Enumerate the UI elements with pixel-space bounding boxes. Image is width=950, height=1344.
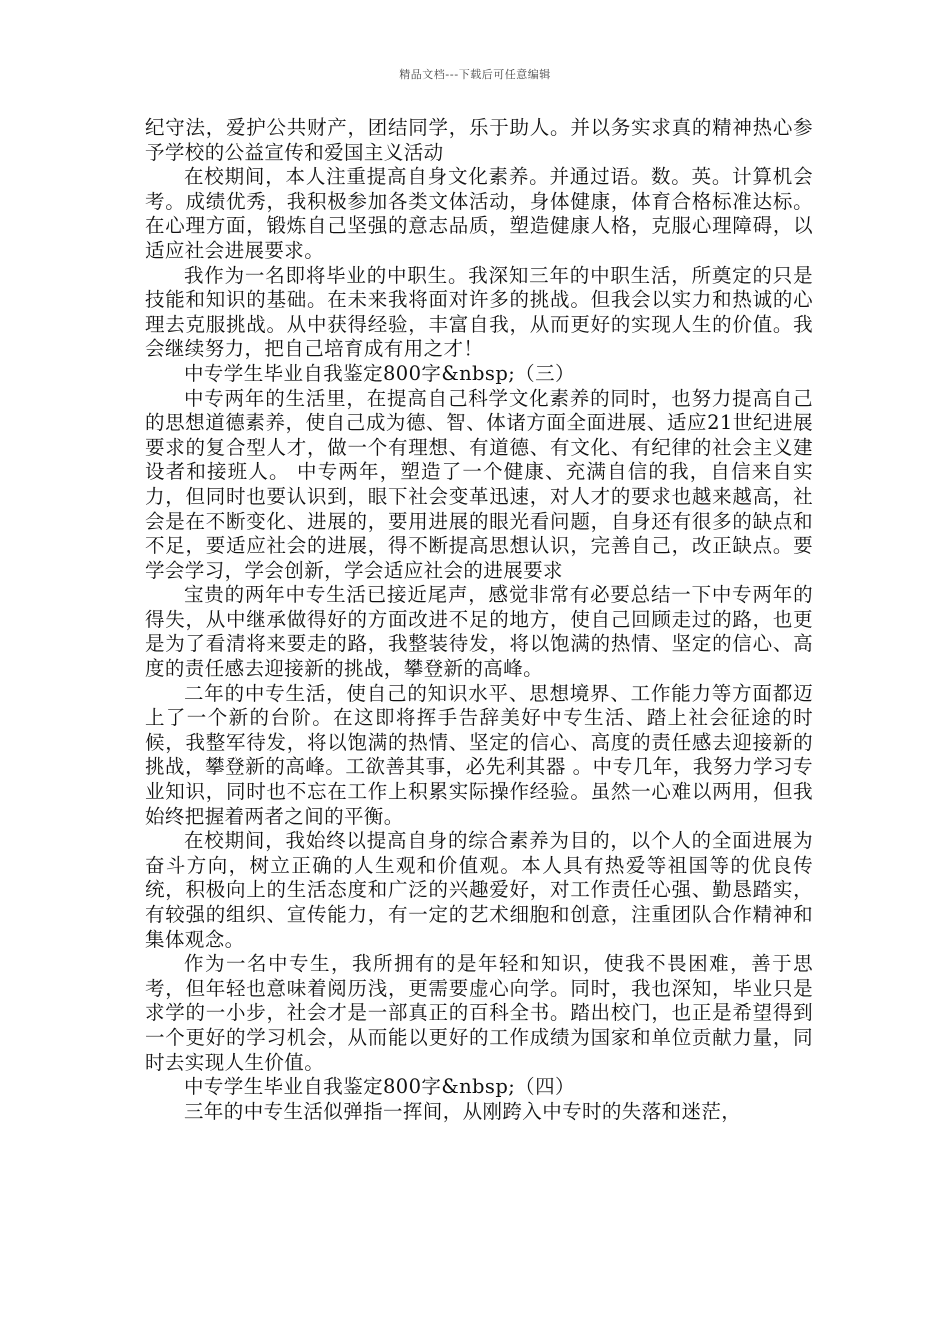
paragraph-school-life: 在校期间，我始终以提高自身的综合素养为目的，以个人的全面进展为奋斗方向，树立正确的人生观和价值观。本人具有热爱等祖国等的优良传统，积极向上的生活态度和广泛的兴趣爱好，对工作责任心强、勤恳踏实，有较强的组织、宣传能力，有一定的艺术细胞和创意，注重团队合作精神和集体观念。 [145, 829, 813, 951]
paragraph-study-period: 在校期间，本人注重提高自身文化素养。并通过语。数。英。计算机会考。成绩优秀，我积极参加各类文体活动，身体健康，体育合格标准达标。在心理方面，锻炼自己坚强的意志品质，塑造健康人格，克服心理障碍，以适应社会进展要求。 [145, 165, 813, 262]
paragraph-youth: 作为一名中专生，我所拥有的是年轻和知识，使我不畏困难，善于思考，但年轻也意味着阅历浅，更需要虚心向学。同时，我也深知，毕业只是求学的一小步，社会才是一部真正的百科全书。踏出校门，也正是希望得到一个更好的学习机会，从而能以更好的工作成绩为国家和单位贡献力量，同时去实现人生价值。 [145, 952, 813, 1074]
paragraph-summary: 宝贵的两年中专生活已接近尾声，感觉非常有必要总结一下中专两年的得失，从中继承做得好的方面改进不足的地方，使自己回顾走过的路，也更是为了看清将来要走的路，我整装待发，将以饱满的热情、坚定的信心、高度的责任感去迎接新的挑战，攀登新的高峰。 [145, 583, 813, 681]
section-heading-four: 中专学生毕业自我鉴定800字&nbsp;（四） [184, 1075, 575, 1099]
paragraph-two-years: 中专两年的生活里，在提高自己科学文化素养的同时，也努力提高自己的思想道德素养，使自己成为德、智、体诸方面全面进展、适应21世纪进展要求的复合型人才，做一个有理想、有道德、有文化、有纪律的社会主义建设者和接班人。 中专两年，塑造了一个健康、充满自信的我，自信来自实力，但同时也要认识到，眼下社会变革迅速，对人才的要求也越来越高，社会是在不断变化、进展的，要用进展的眼光看问题，自身还有很多的缺点和不足，要适应社会的进展，得不断提高思想认识，完善自己，改正缺点。要学会学习，学会创新，学会适应社会的进展要求 [145, 386, 813, 582]
paragraph-three-years: 三年的中专生活似弹指一挥间，从刚跨入中专时的失落和迷茫， [184, 1099, 742, 1123]
section-heading-three: 中专学生毕业自我鉴定800字&nbsp;（三） [184, 361, 575, 385]
paragraph-progress: 二年的中专生活，使自己的知识水平、思想境界、工作能力等方面都迈上了一个新的台阶。在这即将挥手告辞美好中专生活、踏上社会征途的时候，我整军待发，将以饱满的热情、坚定的信心、高度的责任感去迎接新的挑战，攀登新的高峰。工欲善其事，必先利其器 。中专几年，我努力学习专业知识，同时也不忘在工作上积累实际操作经验。虽然一心难以两用，但我始终把握着两者之间的平衡。 [145, 681, 813, 828]
paragraph-graduating: 我作为一名即将毕业的中职生。我深知三年的中职生活，所奠定的只是技能和知识的基础。在未来我将面对许多的挑战。但我会以实力和热诚的心理去克服挑战。从中获得经验，丰富自我，从而更好的实现人生的价值。我会继续努力，把自己培育成有用之才！ [145, 263, 813, 361]
document-body [145, 116, 813, 1124]
page-header: 精品文档---下载后可任意编辑 [399, 68, 551, 81]
paragraph-continued: 纪守法，爱护公共财产，团结同学，乐于助人。并以务实求真的精神热心参予学校的公益宣传和爱国主义活动 [145, 116, 813, 164]
